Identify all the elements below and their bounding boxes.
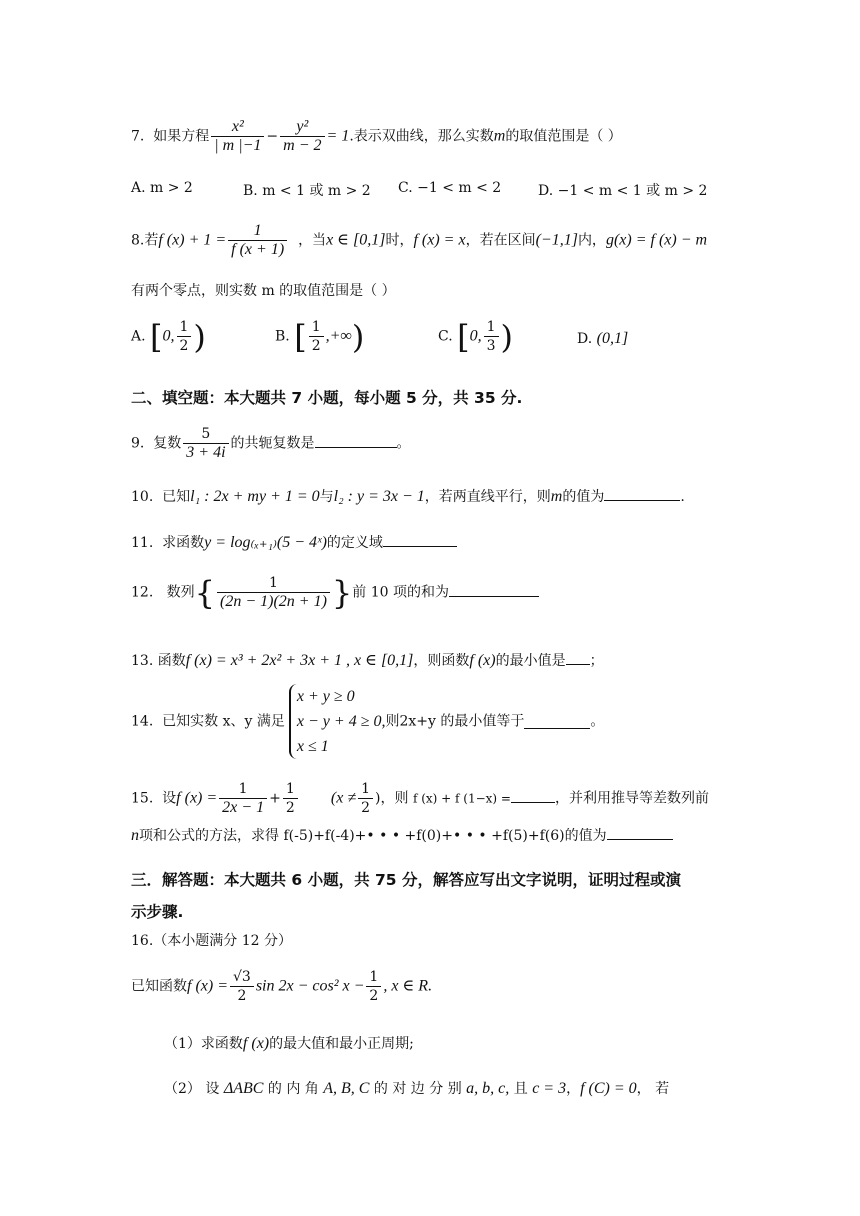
answer-blank[interactable] (607, 825, 673, 840)
answer-blank[interactable] (524, 714, 590, 729)
question-16-part-1: （1）求函数f (x)的最大值和最小正周期; (164, 1035, 414, 1052)
answer-blank[interactable] (566, 650, 590, 665)
q8-option-a: A. [0, $\frac{1}{2}$ ) (131, 317, 206, 356)
question-16-header: 16.（本小题满分 12 分） (131, 933, 292, 949)
question-13: 13. 函数f (x) = x³ + 2x² + 3x + 1 , x ∈ [0,1]，则函数f (x)的最小值是 ； (131, 652, 604, 669)
answer-blank[interactable] (511, 788, 555, 803)
question-16-part-2: （2） 设 ΔABC 的 内 角 A, B, C 的 对 边 分 别 a, b, c, 且 c = 3，f (C) = 0， 若 (164, 1080, 670, 1097)
q7-option-c: C. −1 < m < 2 (398, 180, 502, 196)
answer-blank[interactable] (449, 582, 539, 597)
q7-option-d: D. −1 < m < 1 或 m > 2 (538, 183, 708, 199)
fraction: $\frac{\text{y²}}{m - 2}$ (280, 118, 324, 155)
fraction: $\frac{1}{f (x + 1)}$ (228, 222, 287, 259)
inequality-system: x + y ≥ 0 x − y + 4 ≥ 0, x ≤ 1 (289, 684, 386, 759)
question-11: 11. 求函数y = log₍ₓ₊₁₎(5 − 4ˣ)的定义域 (131, 532, 457, 553)
question-10: 10. 已知l₁ : 2x + my + 1 = 0与l₂ : y = 3x − 1，若两直线平行，则m的值为 . (131, 488, 685, 505)
section-3-heading: 三．解答题：本大题共 6 小题，共 75 分，解答应写出文字说明，证明过程或演 (131, 871, 681, 889)
question-12: 12. 数列{ $\frac{1}{(2n - 1)(2n + 1)}$ }前 10 项的和为 (131, 574, 539, 611)
question-8-line-2: 有两个零点，则实数 m 的取值范围是（ ） (131, 283, 396, 299)
section-2-heading: 二、填空题：本大题共 7 小题，每小题 5 分，共 35 分. (131, 389, 523, 407)
q8-option-d: D. (0,1] (577, 330, 629, 347)
q7-option-a: A. m > 2 (131, 180, 193, 196)
question-14: 14. 已知实数 x、y 满足 x + y ≥ 0 x − y + 4 ≥ 0, x ≤ 1 则2x+y 的最小值等于 。 (131, 684, 604, 759)
answer-blank[interactable] (383, 532, 457, 547)
answer-blank[interactable] (604, 486, 680, 501)
fraction: $\frac{\text{x²}}{| m |-1}$ (211, 118, 264, 155)
q8-option-b: B. [ $\frac{1}{2}$ ,+∞) (275, 317, 365, 356)
question-15-line-2: n项和公式的方法，求得 f(-5)+f(-4)+• • • +f(0)+• • • +f(5)+f(6)的值为 (131, 825, 673, 846)
q7-option-b: B. m < 1 或 m > 2 (243, 183, 371, 199)
section-3-heading-line-2: 示步骤. (131, 903, 184, 921)
question-15: 15. 设f (x) = $\frac{1}{2x - 1}$ + $\frac{1}{2}$ (x ≠ $\frac{1}{2}$ )，则 f (x) + f (1−x) = ，并利用推导等差数列前 (131, 781, 709, 816)
answer-blank[interactable] (315, 433, 397, 448)
question-16-function: 已知函数f (x) = $\frac{√3}{2}$ sin 2x − cos² x − $\frac{1}{2}$ , x ∈ R. (131, 969, 433, 1004)
question-7: 7. 如果方程 $\frac{\text{x²}}{| m |-1}$ − $\frac{\text{y²}}{m - 2}$ = 1.表示双曲线，那么实数m的取值范围是（ ） (131, 118, 622, 154)
question-9: 9. 复数 $\frac{5}{3 + 4i}$ 的共轭复数是 。 (131, 426, 411, 461)
q8-option-c: C. [0, $\frac{1}{3}$ ) (438, 317, 514, 356)
question-8: 8.若f (x) + 1 = $\frac{1}{f (x + 1)}$ ，当x ∈ [0,1]时，f (x) = x，若在区间(−1,1]内，g(x) = f (x) − m (131, 222, 708, 258)
